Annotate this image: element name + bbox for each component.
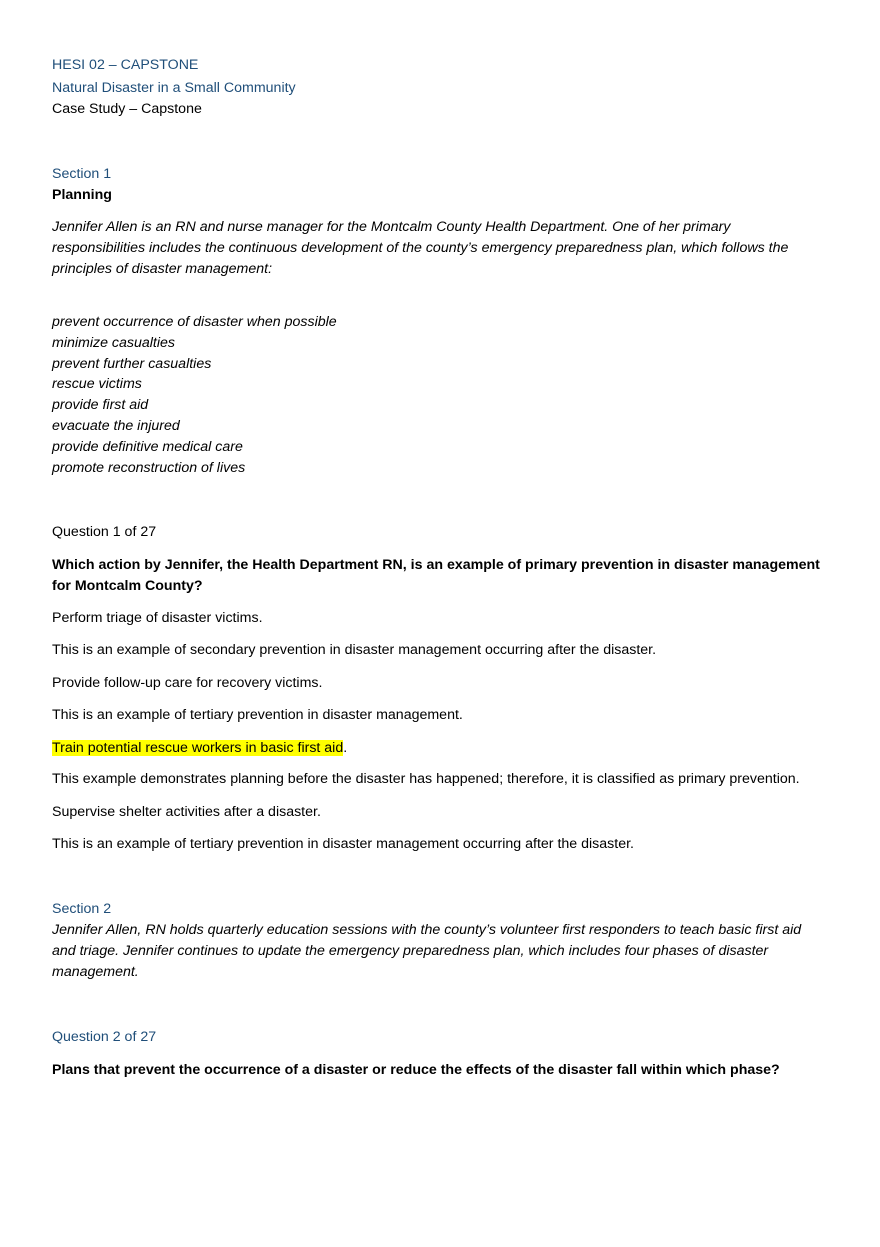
answer-option-2[interactable]: Provide follow-up care for recovery victims.	[52, 675, 323, 691]
section-1-heading: Planning	[52, 187, 112, 203]
list-item: promote reconstruction of lives	[52, 459, 246, 476]
answer-option-3-correct[interactable]	[52, 738, 842, 759]
principles-list	[52, 312, 337, 478]
answer-rationale-2: This is an example of tertiary prevention in disaster management.	[52, 707, 463, 723]
question-2-stem: Plans that prevent the occurrence of a disaster or reduce the effects of the disaster fall within which phase?	[52, 1062, 780, 1078]
case-type: Case Study – Capstone	[52, 101, 202, 117]
list-item: prevent further casualties	[52, 355, 212, 372]
answer-rationale-3: This example demonstrates planning before the disaster has happened; therefore, it is classified as primary prevention.	[52, 771, 800, 787]
list-item: prevent occurrence of disaster when possible	[52, 314, 337, 330]
exam-title: HESI 02 – CAPSTONE	[52, 57, 199, 73]
question-1-counter: Question 1 of 27	[52, 524, 157, 540]
question-1-stem: Which action by Jennifer, the Health Department RN, is an example of primary prevention in disaster management for Montcalm County?	[52, 557, 820, 594]
list-item: minimize casualties	[52, 334, 175, 351]
list-item: evacuate the injured	[52, 417, 180, 434]
list-item: provide definitive medical care	[52, 438, 243, 455]
section-2-intro: Jennifer Allen, RN holds quarterly education sessions with the county’s volunteer first responders to teach basic first aid and triage. Jennifer continues to update the emergency preparedness plan, which includes four phases of disaster management.	[52, 922, 802, 980]
section-2-label: Section 2	[52, 901, 112, 917]
section-1-label: Section 1	[52, 166, 112, 182]
answer-rationale-1: This is an example of secondary prevention in disaster management occurring after the disaster.	[52, 642, 657, 658]
question-2-counter: Question 2 of 27	[52, 1029, 157, 1045]
answer-rationale-4: This is an example of tertiary prevention in disaster management occurring after the disaster.	[52, 836, 634, 852]
answer-period: .	[343, 740, 348, 756]
list-item: rescue victims	[52, 376, 142, 393]
list-item: provide first aid	[52, 397, 149, 414]
answer-option-1[interactable]: Perform triage of disaster victims.	[52, 610, 263, 626]
section-1-intro: Jennifer Allen is an RN and nurse manager for the Montcalm County Health Department. One of her primary responsibilities includes the continuous development of the county’s emergency preparedness plan, which follows the principles of disaster management:	[52, 219, 789, 277]
answer-option-4[interactable]: Supervise shelter activities after a disaster.	[52, 804, 321, 820]
highlighted-correct-answer: Train potential rescue workers in basic first aid	[52, 740, 344, 756]
case-topic: Natural Disaster in a Small Community	[52, 80, 296, 96]
